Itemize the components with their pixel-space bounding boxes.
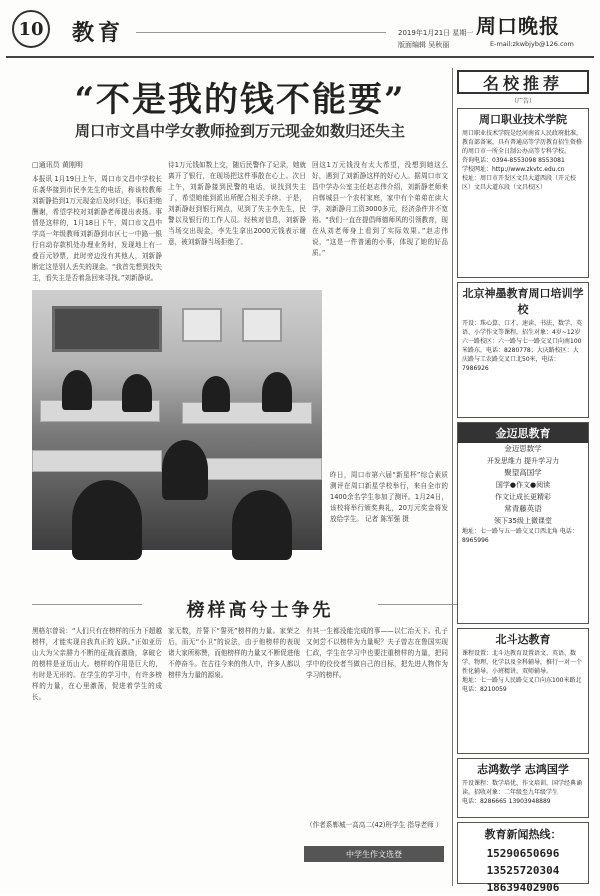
- school-desc: 开设课程：数学培优、作文培训、国学经典诵读。招收对象：二年级至九年级学生: [462, 780, 583, 796]
- desk-shape: [32, 450, 162, 472]
- student-figure: [72, 480, 142, 560]
- essay-column-1: 黑格尔曾说：“人们只有在榜样的压力下超越榜样，才能实现自我真正的飞跃。”正如亚历山大为父亲腓力不断的征战而激励，拿破仑的榜样是亚历山大。榜样的作用是巨大的，有时是无形的。在学生的学习中，有许多榜样的力量，在心里激荡，促进着学生的成长。: [32, 627, 162, 701]
- blackboard-shape: [52, 306, 162, 352]
- desk-shape: [192, 458, 322, 480]
- student-figure: [162, 440, 208, 500]
- student-figure: [202, 376, 230, 412]
- school-name: 周口职业技术学院: [479, 113, 567, 126]
- section-title: 教育: [72, 20, 125, 46]
- essay-column-3: 有其一生都没能完成的事——以仁治天下。孔子又何尝不以榜样为力量呢？夫子曾志在鲁国实现仁政，学生在学习中也要注重榜样的力量，把同学中的佼佼者当做自己的目标，把先进人物作为学习的榜样。: [306, 627, 448, 679]
- hotline-number: 18639402906: [486, 881, 560, 894]
- page-header: [6, 6, 594, 58]
- course-line: 常青藤英语: [504, 504, 542, 513]
- school-phone: 电话：8286665 13903948889: [462, 798, 551, 805]
- course-line: 作文让成长更精彩: [495, 493, 551, 501]
- ad-zkvtc: [457, 108, 589, 278]
- issue-date: 2019年1月21日 星期一: [398, 29, 474, 37]
- student-figure: [62, 370, 92, 410]
- course-line: 国学●作文●阅读: [495, 481, 551, 489]
- school-address: 校址：周口市开发区文昌大道西段（开元校区）文昌大道东段（文昌校区）: [462, 175, 577, 191]
- ad-jinmaisi: [457, 422, 589, 624]
- essay-column-2: 家无数，并誓下“誓死”榜样的力量。家荣之后，而无“小卫”的说法，由于他榜样的表现诸大家所称赞，而他榜样的力量又不断促进他不停奋斗。在古往今来的伟人中，许多人都以榜样为力量的源泉。: [168, 627, 300, 679]
- school-name: 北斗达教育: [495, 633, 551, 646]
- ad-beidouda: [457, 628, 589, 754]
- photo-caption: 昨日，周口市第六届“新星杯”综合素质测评在周口新星学校举行，来自全市的1400余名学生参加了测评。1月24日，该校将举行颁奖典礼，20万元奖金将发放给学生。 记者 陈军强 摄: [330, 471, 448, 523]
- page-editor: 版面编辑 吴秋丽: [398, 41, 450, 49]
- school-desc: 开设：珠心算、口才、速读、书法、数学、英语、小学作文等课程，招生对象：4岁~12岁: [462, 320, 583, 336]
- hotline-number: 13525720304: [486, 864, 560, 877]
- ad-sidebar: [452, 68, 592, 894]
- student-figure: [232, 490, 292, 560]
- school-address: 地址：七一路与五一路交叉口西北角 电话：8965996: [462, 528, 578, 544]
- subheadline: 周口市文昌中学女教师捡到万元现金如数归还失主: [74, 122, 405, 140]
- course-line: 领下35级上微课堂: [494, 517, 552, 525]
- article-column-2: 待1万元钱如数上交，随后民警作了记录，她就离开了银行，在现场把这件事散在心上。次日上午，刘新静接到民警的电话，说找到失主了，希望她能到派出所配合相关手续。于是，刘新静赶到银行网点，见到了失主李先生，民警以及银行的工作人员。经核对信息，刘新静当场交出现金，李先生拿出2000元钱表示谢意，被刘新静当场拒绝了。: [168, 161, 306, 246]
- school-desc: 课程设置：北斗达教育设置语文、英语、数学、物理、化学以及全科辅导，推行一对一个性化辅导，小班精讲，双师辅导。: [462, 650, 583, 675]
- window-shape: [242, 308, 282, 342]
- headline: “不是我的钱不能要”: [74, 80, 406, 120]
- column-stamp: 中学生作文选登: [304, 846, 444, 862]
- article-column-1: 本报讯 1月19日上午，周口市文昌中学校长乐袭华接到市民李先生的电话，称该校教师刘新静拾到1万元现金后及时归还，事后拒绝酬谢，希望学校对刘新静老师提出表扬。事情是这样的，1月18日下午，周口市文昌中学高一年级教师刘新静到市区七一中路一银行自动存款机处办理业务时，发现地上有一叠百元钞票，此时旁边没有其他人，刘新静断定这是别人丢失的现金。“我首先想到找失主，看失主是否着急回来寻找。”刘新静说。: [32, 175, 162, 282]
- contact-email: E-mail:zkwbjyb@126.com: [490, 40, 574, 48]
- header-rule: [136, 32, 386, 33]
- school-web: 学校网址：http://www.zkvtc.edu.cn: [462, 166, 565, 173]
- school-name: 北京神墨教育周口培训学校: [462, 287, 584, 316]
- essay-title: 榜样高兮士争先: [186, 600, 334, 621]
- school-phone: 咨询电话：0394-8553098 8553081: [462, 157, 565, 164]
- ad-section-title: 名校推荐: [457, 70, 589, 94]
- course-line: 金迈思数学: [504, 444, 542, 453]
- ad-label: （广告）: [510, 98, 535, 105]
- author-note: （作者系郸城一高高二(42)班学生 指导老师 ）: [306, 821, 443, 829]
- school-name: 金迈思教育: [458, 423, 588, 443]
- student-figure: [122, 374, 152, 412]
- school-name: 志鸿数学 志鸿国学: [477, 763, 569, 776]
- byline: □通讯员 黄刚明: [32, 161, 83, 169]
- student-figure: [262, 372, 292, 412]
- course-line: 开发思维力 提升学习力: [486, 457, 560, 465]
- school-desc: 周口职业技术学院是经河南省人民政府批准，教育部备案，具有普通高等学历教育招生资格的周口市一所全日制公办高等专科学校。: [462, 130, 583, 155]
- ad-zhihong: [457, 758, 589, 818]
- school-address: 地址：七一路与人民路交叉口向东100米路北 电话：8210059: [462, 677, 582, 693]
- heading-rule-left: [32, 604, 142, 605]
- article-column-3: 回这1万元钱没有太大希望，没想到她这么好，遇到了刘新静这样的好心人。据周口市文昌中学办公室主任赵志伟介绍，刘新静老师来自郸城县一个农村家庭，家中有个弟弟在读大学，刘新静月工资3000多元，经济条件并不宽裕。“我们一直在提倡师德师风的引领教育，现在从刘老师身上看到了实际效果。”赵志伟说，“这是一件普通的小事，体现了她的好品质。”: [312, 161, 448, 257]
- course-line: 聚望高国学: [504, 468, 542, 477]
- hotline-label: 教育新闻热线：: [484, 828, 562, 841]
- classroom-photo: [32, 290, 322, 550]
- newspaper-logo: 周口晚报: [476, 14, 560, 38]
- window-shape: [182, 308, 222, 342]
- page-number: 10: [12, 10, 50, 48]
- hotline-number: 15290650696: [486, 847, 560, 860]
- school-address: 六一路校区：六一路与七一路交叉口向南100米路东，电话：8280778；大庆路校区：大庆路与工农路交叉口北50米，电话：7986926: [462, 338, 582, 372]
- ad-shenmo: [457, 282, 589, 418]
- news-hotline: [457, 822, 589, 894]
